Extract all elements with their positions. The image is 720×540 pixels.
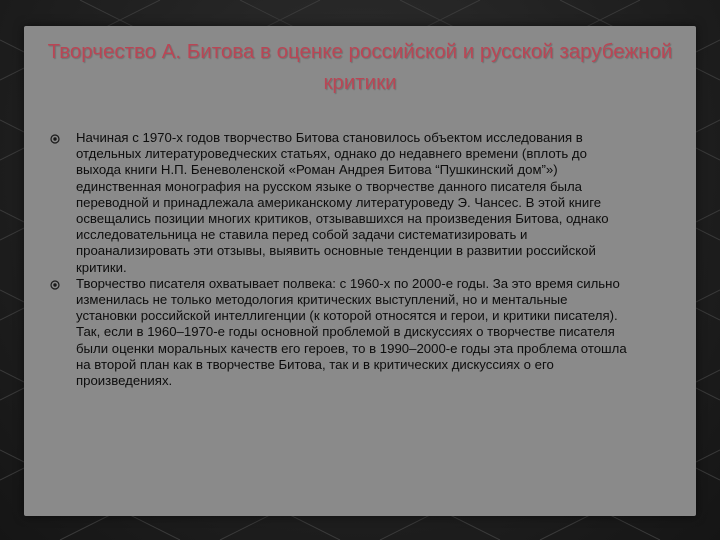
circle-bullet-icon [50,280,60,290]
bullet-item-2 [44,276,630,389]
bullet-text-2: Творчество писателя охватывает полвека: с 1960-х по 2000-е годы. За это время сильно изменилась не только методология критических выступлений, но и ментальные установки российской интеллигенции (к которой относятся и герои, и критики писателя). Так, если в 1960–1970-е годы основной проблемой в дискуссиях о творчестве писателя были оценки моральных качеств его героев, то в 1990–2000-е годы эта проблема отошла на второй план как в творчестве Битова, так и в критических дискуссиях о его произведениях. [76,275,627,389]
circle-bullet-icon [50,134,60,144]
slide-title: Творчество А. Битова в оценке российской и русской зарубежной критики [47,40,673,94]
bullet-item-1 [44,130,630,276]
bullet-text-1: Начиная с 1970-х годов творчество Битова становилось объектом исследования в отдельных литературоведческих статьях, однако до недавнего времени (вплоть до выхода книги Н.П. Беневоленской «Роман Андрея Битова “Пушкинский дом”») единственная монография на русском языке о творчестве данного писателя была переводной и принадлежала американскому литературоведу Э. Чансес. В этой книге освещались позиции многих критиков, отзывавшихся на произведения Битова, однако исследовательница не ставила перед собой задачи систематизировать и проанализировать эти отзывы, выявить основные тенденции в развитии российской критики. [76,130,609,275]
bullet-list [44,130,630,389]
